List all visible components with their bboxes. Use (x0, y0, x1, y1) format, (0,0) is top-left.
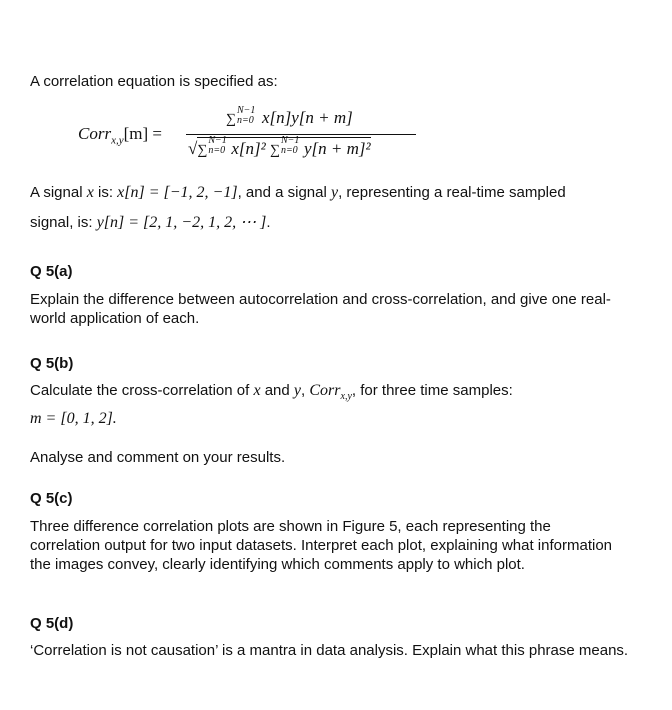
q5b-line-2: Analyse and comment on your results. (30, 449, 286, 466)
q5a-body: Explain the difference between autocorrelation and cross-correlation, and give one real-world application of each. (30, 291, 611, 327)
equation-lhs: Corr$_{x,y}$[m] = (78, 124, 162, 147)
q5a-heading: Q 5(a) (30, 263, 73, 280)
intro-text: A correlation equation is specified as: (30, 73, 278, 90)
q5b-line-1: Calculate the cross-correlation of x and y, Corr$_{x,y}$, for three time samples: (30, 382, 513, 402)
equation-denominator: √∑ N−1 n=0 x[n]² ∑ N−1 n=0 y[n + m]² (188, 135, 371, 158)
correlation-equation (0, 0, 672, 170)
equation-numerator: ∑ N−1 n=0 x[n]y[n + m] (226, 105, 353, 127)
q5c-body: Three difference correlation plots are shown in Figure 5, each representing the correlation output for two input datasets. Interpret each plot, explaining what information the images convey, clearly identifying which comments apply to which plot. (30, 518, 613, 573)
q5d-body: ‘Correlation is not causation’ is a mantra in data analysis. Explain what this phrase means. (30, 642, 629, 659)
q5b-m-definition: m = [0, 1, 2]. (30, 410, 117, 427)
q5c-heading: Q 5(c) (30, 490, 73, 507)
signal-line-2: signal, is: y[n] = [2, 1, −2, 1, 2, ⋯ ]. (30, 214, 271, 231)
signal-line-1: A signal x is: x[n] = [−1, 2, −1], and a signal y, representing a real-time sampled (30, 184, 566, 201)
q5d-heading: Q 5(d) (30, 615, 74, 632)
q5b-heading: Q 5(b) (30, 355, 74, 372)
